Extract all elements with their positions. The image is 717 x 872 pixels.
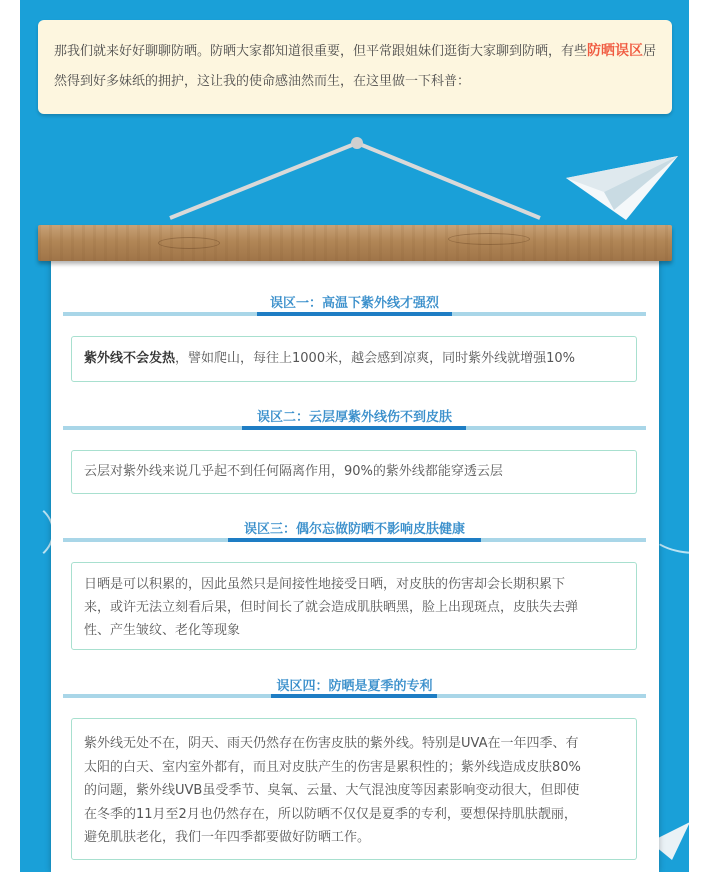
section-1-bold: 紫外线不会发热	[84, 351, 176, 366]
section-divider-1	[63, 312, 646, 316]
section-4-line: 太阳的白天、室内室外都有，而且对皮肤产生的伤害是累积性的；紫外线造成皮肤80%	[84, 759, 581, 775]
wooden-rod	[38, 225, 672, 261]
intro-text-before: 那我们就来好好聊聊防晒。防晒大家都知道很重要，但平常跟姐妹们逛街大家聊到防晒，有些	[54, 44, 588, 59]
section-4-line: 的问题，紫外线UVB虽受季节、臭氧、云量、大气混浊度等因素影响变动很大，但即使	[84, 783, 580, 798]
section-4-line: 避免肌肤老化，我们一年四季都要做好防晒工作。	[84, 830, 371, 845]
section-box-3	[71, 562, 637, 650]
section-1-text: ，譬如爬山，每往上1000米，越会感到凉爽，同时紫外线就增强10%	[175, 351, 575, 366]
section-divider-4	[63, 694, 646, 698]
section-3-line: 性、产生皱纹、老化等现象	[84, 623, 241, 638]
section-title-4: 误区四：防晒是夏季的专利	[276, 679, 433, 694]
section-title-1: 误区一：高温下紫外线才强烈	[269, 296, 439, 311]
section-2-text: 云层对紫外线来说几乎起不到任何隔离作用，90%的紫外线都能穿透云层	[84, 464, 503, 479]
intro-highlight: 防晒误区	[587, 43, 644, 59]
section-4-line: 在冬季的11月至2月也仍然存在，所以防晒不仅仅是夏季的专利，要想保持肌肤靓丽，	[84, 806, 577, 822]
section-box-1	[71, 336, 637, 382]
section-divider-3	[63, 538, 646, 542]
section-3-line: 来，或许无法立刻看后果，但时间长了就会造成肌肤晒黑，脸上出现斑点，皮肤失去弹	[84, 600, 579, 615]
section-divider-2	[63, 426, 646, 430]
decorative-curve	[20, 500, 54, 564]
section-box-2	[71, 450, 637, 494]
intro-note	[38, 20, 672, 114]
section-title-2: 误区二：云层厚紫外线伤不到皮肤	[256, 410, 452, 425]
section-4-line: 紫外线无处不在，阴天、雨天仍然存在伤害皮肤的紫外线。特别是UVA在一年四季、有	[84, 736, 579, 751]
section-box-4	[71, 718, 637, 860]
section-title-3: 误区三：偶尔忘做防晒不影响皮肤健康	[243, 522, 465, 537]
section-3-line: 日晒是可以积累的，因此虽然只是间接性地接受日晒，对皮肤的伤害却会长期积累下	[84, 577, 566, 592]
intro-text-after: 居然得到好多妹纸的拥护，这让我的使命感油然而生，在这里做一下科普：	[54, 44, 657, 89]
